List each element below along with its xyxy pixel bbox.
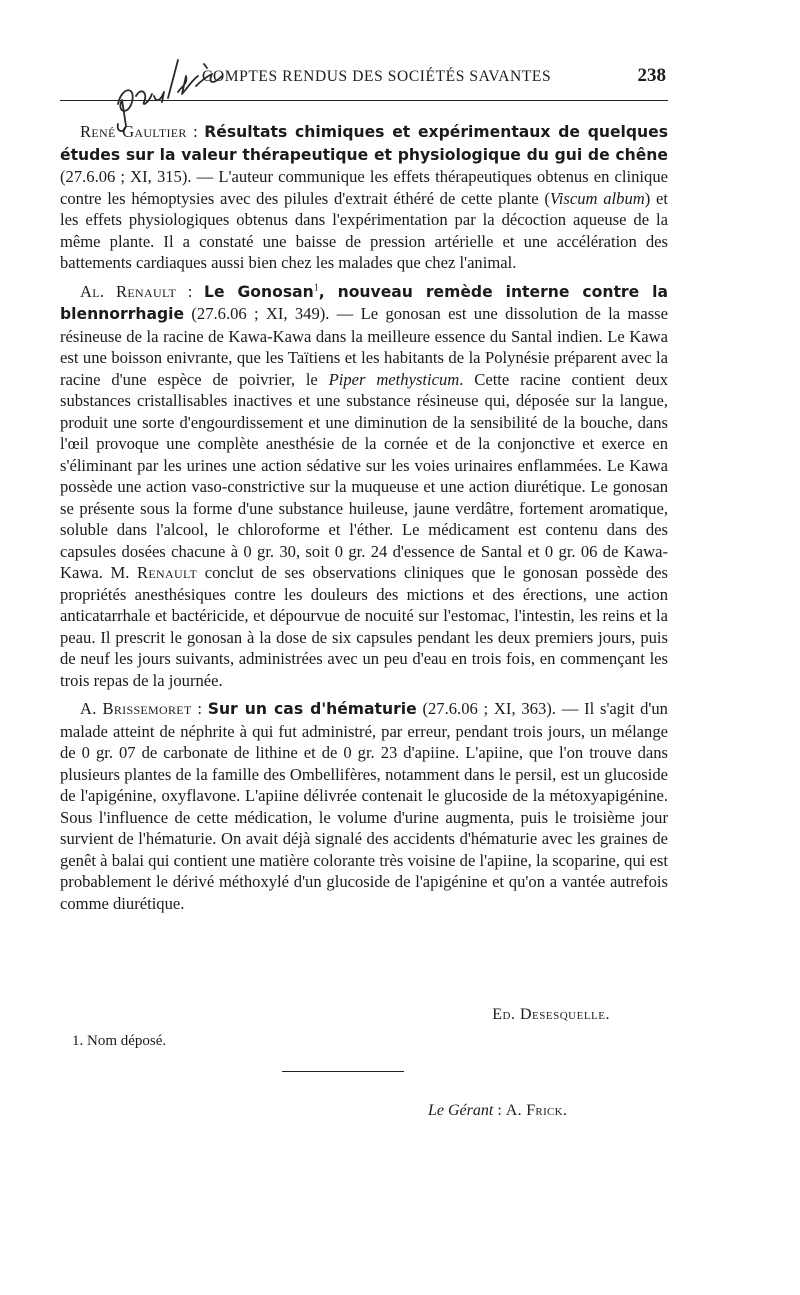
author-name: René [80,122,116,141]
gerant-line [428,1102,567,1120]
gerant-name: A. Frick. [505,1102,568,1119]
article-renault [60,281,668,692]
article-body: L'auteur communique les effets thérapeutiques obtenus en clinique contre les hémoptysies avec des pilules d'extrait éthéré de cette plante ( [60,167,668,208]
separator: : [191,699,208,718]
article-body: . Cette racine contient deux substances cristallisables inactives et une substance résineuse qui, déposée sur la langue, produit une sorte d'engourdissement et une diminution de la sensibilité de la bouche, dans l'œil provoque une complète anesthésie de la cornée et de la conjonctive et exerce en s'éliminant par les urines une action sédative sur les voies urinaires enflammées. Le Kawa possède une action vaso-constrictive sur la muqueuse et une action diurétique. Le gonosan se présente sous la forme d'une substance huileuse, jaune verdâtre, fortement aromatique, soluble dans l'alcool, le chloroforme et l'éther. Le médicament est contenu dans des capsules dosées chacune à 0 gr. 30, soit 0 gr. 24 d'essence de Santal et 0 gr. 06 de Kawa-Kawa. M. [60,369,669,582]
article-body-italic: Piper methysticum [328,369,460,389]
author-name: A. [80,699,97,718]
article-body: Il s'agit d'un malade atteint de néphrite à qui fut administré, par erreur, pendant trois jours, un mélange de 0 gr. 07 de carbonate de lithine et de 0 gr. 23 d'apiine. L'apiine, que l'on trouve dans plusieurs plantes de la famille des Ombellifères, notamment dans le persil, est un glucoside de l'apigénine, oxyflavone. L'apiine délivrée contenait le glucoside de la métoxyapigénine. Sous l'influence de cette médication, le volume d'urine augmenta, puis le troisième jour survient de l'hématurie. On avait déjà signalé des accidents d'hématurie avec les graines de genêt à balai qui contient une matière colorante très voisine de l'apiine, la scoparine, qui est probablement le dérivé méthoxylé d'un glucoside de l'apigénine et qu'on a vantée autrefois comme diurétique. [60,699,668,913]
signature: Ed. Desesquelle. [492,1006,610,1023]
author-surname: Renault [116,281,177,301]
footnote: 1. Nom déposé. [72,1033,167,1049]
footnote-marker: 1 [313,281,319,293]
gerant-separator: : [493,1102,506,1119]
author-surname: Brissemoret [102,699,192,718]
article-body-smallcaps: Renault [137,563,198,582]
article-body: ) et les effets physiologiques obtenus dans l'expérimentation par la décoction aqueuse de la même plante. Il a constaté une baisse de pression artérielle et une accélération des battements cardiaques aussi bien chez les malades que chez l'animal. [60,188,668,272]
article-gaultier [60,121,668,274]
separator: : [186,122,205,141]
article-reference: (27.6.06 ; XI, 349). — [184,304,361,323]
article-title: Le Gonosan [204,282,314,301]
section-divider [282,1071,404,1072]
article-column [60,121,668,914]
article-reference: (27.6.06 ; XI, 315). — [60,167,219,186]
running-title: COMPTES RENDUS DES SOCIÉTÉS SAVANTES [202,68,552,85]
article-body: conclut de ses observations cliniques que le gonosan possède des propriétés anesthésiques contre les douleurs des mictions et des érections, une action anticatarrhale et bactéricide, et dépourvue de nocuité sur l'estomac, l'intestin, les reins et la peau. Il prescrit le gonosan à la dose de six capsules pendant les deux premiers jours, puis de neuf les jours suivants, administrées avec un peu d'eau en trois fois, en commençant les trois repas de la journée. [60,563,669,690]
article-title-cont: , nouveau remède interne contre la blennorrhagie [60,282,668,323]
article-body: Le gonosan est une dissolution de la masse résineuse de la racine de Kawa-Kawa dans la meilleure essence du Santal indien. Le Kawa est une boisson enivrante, que les Taïtiens et les habitants de la Polynésie préparent avec la racine d'une espèce de poivrier, le [60,304,669,389]
author-surname: Gaultier [122,122,187,141]
article-body-italic: Viscum album [549,188,645,208]
gerant-label: Le Gérant [428,1102,494,1119]
page-number: 238 [637,65,666,86]
article-reference: (27.6.06 ; XI, 363). — [416,699,585,718]
article-title: Sur un cas d'hématurie [207,700,417,718]
separator: : [176,281,205,301]
author-name: Al. [80,281,105,301]
article-title: Résultats chimiques et expérimentaux de quelques études sur la valeur thérapeutique et physiologique du gui de chêne [60,123,668,164]
article-brissemoret [60,698,668,914]
